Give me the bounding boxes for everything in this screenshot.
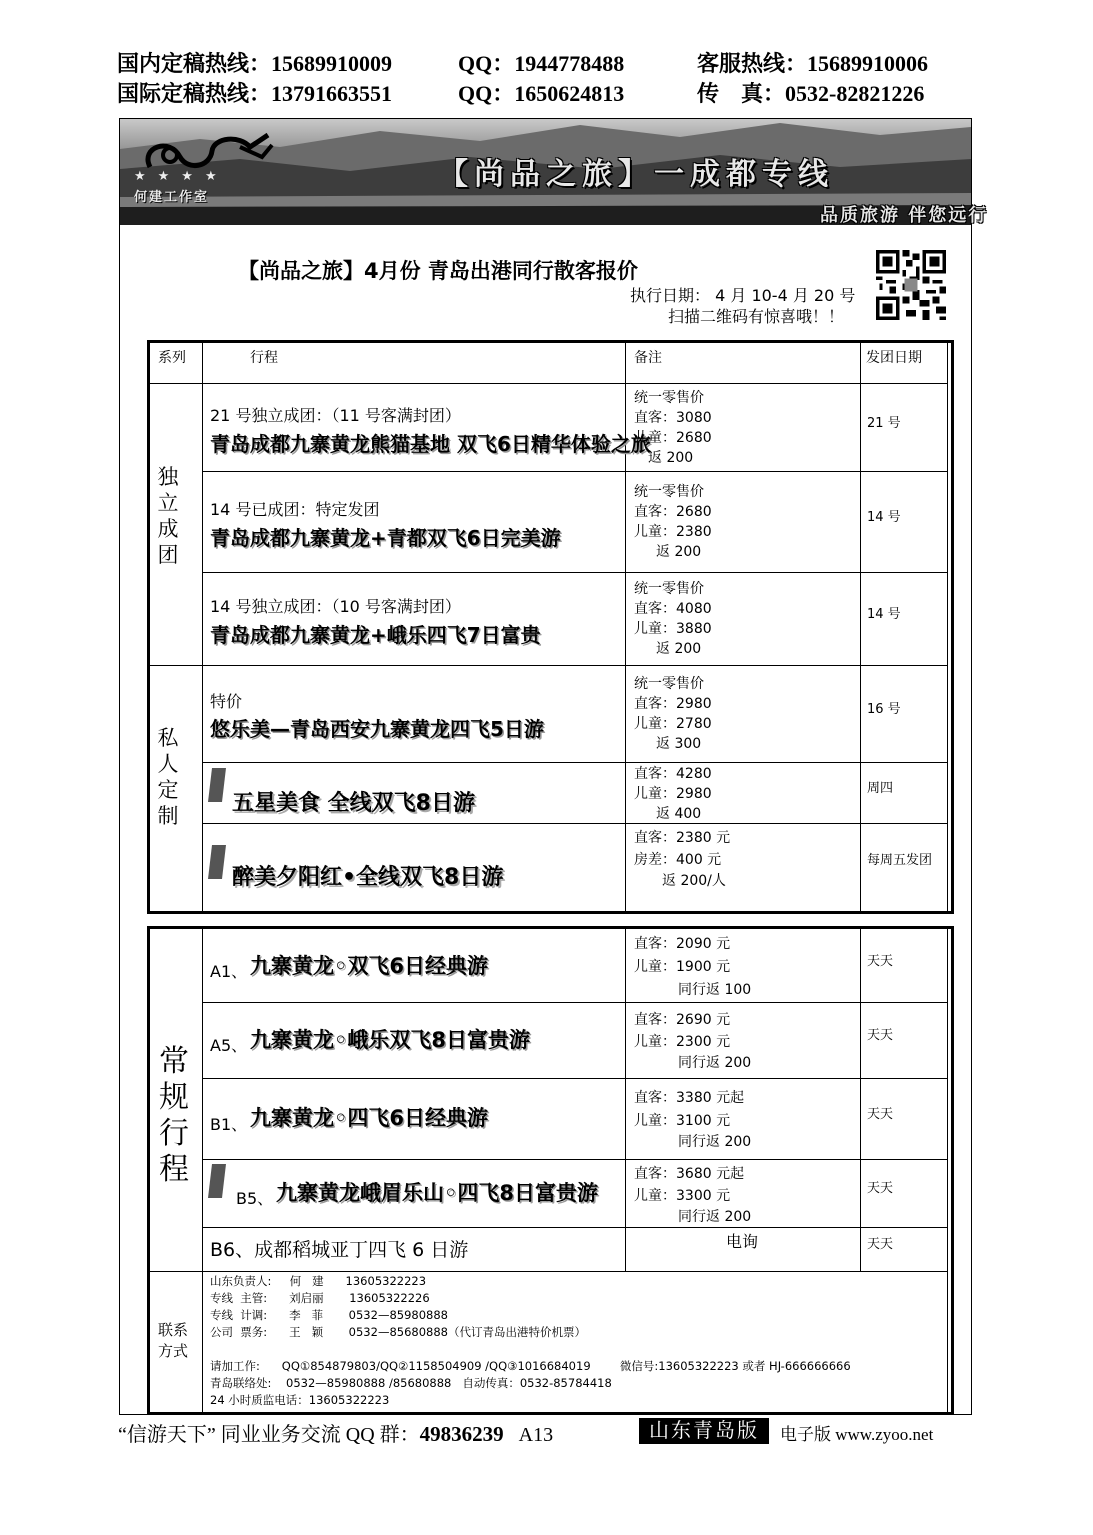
- b5-departure: 天天: [867, 1181, 894, 1196]
- a1-code: A1、: [210, 962, 248, 981]
- a5-departure: 天天: [867, 1028, 894, 1043]
- a5-code: A5、: [210, 1036, 248, 1055]
- row2-departure: 14 号: [867, 510, 901, 525]
- domestic-qq: QQ：1944778488: [458, 51, 625, 76]
- b1-title[interactable]: 九寨黄龙◦四飞6日经典游: [250, 1106, 489, 1130]
- b6-departure: 天天: [867, 1237, 894, 1252]
- a1-note1: 直客：2090 元: [634, 936, 731, 952]
- table1-row-line: [150, 383, 947, 384]
- footer-qq-number: 49836239: [419, 1422, 504, 1446]
- row1-note3: 儿童：2680: [634, 430, 712, 446]
- group-regular: 常规行程: [159, 1044, 189, 1187]
- b6-title[interactable]: B6、成都稻城亚丁四飞 6 日游: [210, 1239, 469, 1261]
- footer-page: A13: [518, 1424, 554, 1446]
- contact-label: 联系方式: [158, 1321, 189, 1360]
- contact-7: 24 小时质监电话：13605322223: [210, 1393, 390, 1407]
- studio-name: 何建工作室: [134, 190, 210, 205]
- banner-slogan: 品质旅游 伴您远行: [820, 205, 989, 226]
- table1-row-line: [202, 572, 947, 573]
- row3-departure: 14 号: [867, 607, 901, 622]
- row1-note4: 返 200: [648, 450, 694, 466]
- row6-departure: 每周五发团: [867, 853, 933, 868]
- contact-2: 专线 主管: 刘启丽 13605322226: [210, 1291, 430, 1305]
- row4-departure: 16 号: [867, 702, 901, 717]
- row4-subtitle: 特价: [210, 692, 243, 711]
- service-hotline: 客服热线：15689910006: [697, 51, 929, 76]
- contact-6: 青岛联络处: 0532—85980888 /85680888 自动传真：0532-85784418: [210, 1376, 612, 1390]
- b6-note1: 电询: [726, 1232, 759, 1251]
- row2-note1: 统一零售价: [634, 484, 704, 500]
- b1-code: B1、: [210, 1115, 248, 1134]
- international-qq: QQ：1650624813: [458, 81, 625, 106]
- row1-note2: 直客：3080: [634, 410, 712, 426]
- header-note: 备注: [634, 350, 662, 366]
- contact-4: 公司 票务: 王 颖 0532—85680888（代订青岛出港特价机票）: [210, 1325, 586, 1339]
- row6-note2: 房差：400 元: [634, 852, 722, 868]
- header-route: 行程: [250, 350, 278, 366]
- row4-note3: 儿童：2780: [634, 716, 712, 732]
- row3-title[interactable]: 青岛成都九寨黄龙+峨乐四飞7日富贵: [210, 623, 541, 647]
- a5-note2: 儿童：2300 元: [634, 1034, 731, 1050]
- group-independent: 独立成团: [157, 465, 179, 567]
- row2-note2: 直客：2680: [634, 504, 712, 520]
- row2-subtitle: 14 号已成团：特定发团: [210, 500, 380, 519]
- b1-note2: 儿童：3100 元: [634, 1113, 731, 1129]
- a5-note1: 直客：2690 元: [634, 1012, 731, 1028]
- table1-row-line: [150, 665, 947, 666]
- a1-note2: 儿童：1900 元: [634, 959, 731, 975]
- group-private: 私人定制: [157, 726, 179, 828]
- header-departure: 发团日期: [866, 350, 922, 366]
- row3-note3: 儿童：3880: [634, 621, 712, 637]
- row2-note4: 返 200: [656, 544, 702, 560]
- row2-note3: 儿童：2380: [634, 524, 712, 540]
- row5-title[interactable]: 五星美食 全线双飞8日游: [232, 791, 475, 816]
- row3-note4: 返 200: [656, 641, 702, 657]
- price-table-2: [147, 926, 954, 1415]
- footer-site[interactable]: 电子版 www.zyoo.net: [780, 1425, 934, 1444]
- contact-5: 请加工作: QQ①854879803/QQ②1158504909 /QQ③1016684019 微信号:13605322223 或者 HJ-666666666: [210, 1359, 851, 1373]
- fax-line: 传 真：0532-82821226: [697, 81, 925, 106]
- table2-row-line: [202, 1227, 947, 1228]
- row3-note2: 直客：4080: [634, 601, 712, 617]
- table2-row-line: [150, 1271, 947, 1272]
- header-series: 系列: [158, 350, 186, 366]
- a1-title[interactable]: 九寨黄龙◦双飞6日经典游: [250, 954, 489, 978]
- row1-subtitle: 21 号独立成团：（11 号客满封团）: [210, 406, 461, 425]
- new-tag-icon: [208, 768, 226, 802]
- contact-1: 山东负责人: 何 建 13605322223: [210, 1274, 427, 1288]
- row6-note3: 返 200/人: [662, 873, 726, 889]
- table2-row-line: [202, 1002, 947, 1003]
- table1-col-line: [860, 343, 861, 911]
- table2-col-line: [625, 929, 626, 1272]
- banner: [120, 119, 989, 226]
- row1-departure: 21 号: [867, 416, 901, 431]
- footer-edition: 山东青岛版: [639, 1418, 769, 1444]
- b5-note3: 同行返 200: [678, 1209, 752, 1225]
- b1-note1: 直客：3380 元起: [634, 1090, 745, 1106]
- row4-title[interactable]: 悠乐美—青岛西安九寨黄龙四飞5日游: [210, 717, 544, 741]
- row4-note2: 直客：2980: [634, 696, 712, 712]
- b5-note2: 儿童：3300 元: [634, 1188, 731, 1204]
- b1-departure: 天天: [867, 1107, 894, 1122]
- row5-note3: 返 400: [656, 806, 702, 822]
- table1-col-line: [947, 343, 948, 911]
- table1-row-line: [202, 762, 947, 763]
- qr-code-icon[interactable]: [876, 248, 946, 322]
- table1-row-line: [202, 823, 947, 824]
- table2-col-line: [947, 929, 948, 1412]
- hot-sale-tag-icon: [208, 1164, 226, 1198]
- page-title: 【尚品之旅】4月份 青岛出港同行散客报价: [238, 259, 638, 283]
- dragon-logo-icon: [140, 127, 280, 175]
- row5-note1: 直客：4280: [634, 766, 712, 782]
- row2-title[interactable]: 青岛成都九寨黄龙+青都双飞6日完美游: [210, 526, 561, 550]
- contact-3: 专线 计调: 李 菲 0532—85980888: [210, 1308, 448, 1322]
- scan-note: 扫描二维码有惊喜哦！！: [668, 307, 845, 326]
- b5-title[interactable]: 九寨黄龙峨眉乐山◦四飞8日富贵游: [276, 1181, 599, 1205]
- international-hotline: 国际定稿热线：13791663551: [117, 81, 393, 106]
- row1-note1: 统一零售价: [634, 390, 704, 406]
- table2-row-line: [202, 1078, 947, 1079]
- b1-note3: 同行返 200: [678, 1134, 752, 1150]
- new-tag-icon: [208, 845, 226, 879]
- table2-col-line: [860, 929, 861, 1272]
- row3-subtitle: 14 号独立成团：（10 号客满封团）: [210, 597, 461, 616]
- exec-date: 执行日期： 4 月 10-4 月 20 号: [630, 286, 856, 305]
- b5-code: B5、: [236, 1189, 274, 1208]
- stars-icon: ★★★★: [134, 169, 229, 184]
- table1-col-line: [202, 343, 203, 911]
- footer-qq-group: [118, 1418, 553, 1447]
- row5-note2: 儿童：2980: [634, 786, 712, 802]
- banner-title: 【尚品之旅】一成都专线: [438, 157, 834, 192]
- table2-row-line: [202, 1159, 947, 1160]
- row4-note1: 统一零售价: [634, 676, 704, 692]
- footer-text: “信游天下” 同业业务交流 QQ 群：: [118, 1424, 420, 1446]
- row6-title[interactable]: 醉美夕阳红•全线双飞8日游: [232, 865, 504, 890]
- b5-note1: 直客：3680 元起: [634, 1166, 745, 1182]
- a1-departure: 天天: [867, 954, 894, 969]
- row6-note1: 直客：2380 元: [634, 830, 731, 846]
- a5-title[interactable]: 九寨黄龙◦峨乐双飞8日富贵游: [250, 1028, 531, 1052]
- a5-note3: 同行返 200: [678, 1055, 752, 1071]
- row3-note1: 统一零售价: [634, 581, 704, 597]
- table1-row-line: [202, 471, 947, 472]
- a1-note3: 同行返 100: [678, 982, 752, 998]
- row1-title[interactable]: 青岛成都九寨黄龙熊猫基地 双飞6日精华体验之旅: [210, 432, 651, 456]
- domestic-hotline: 国内定稿热线：15689910009: [117, 51, 393, 76]
- row5-departure: 周四: [867, 781, 894, 796]
- row4-note4: 返 300: [656, 736, 702, 752]
